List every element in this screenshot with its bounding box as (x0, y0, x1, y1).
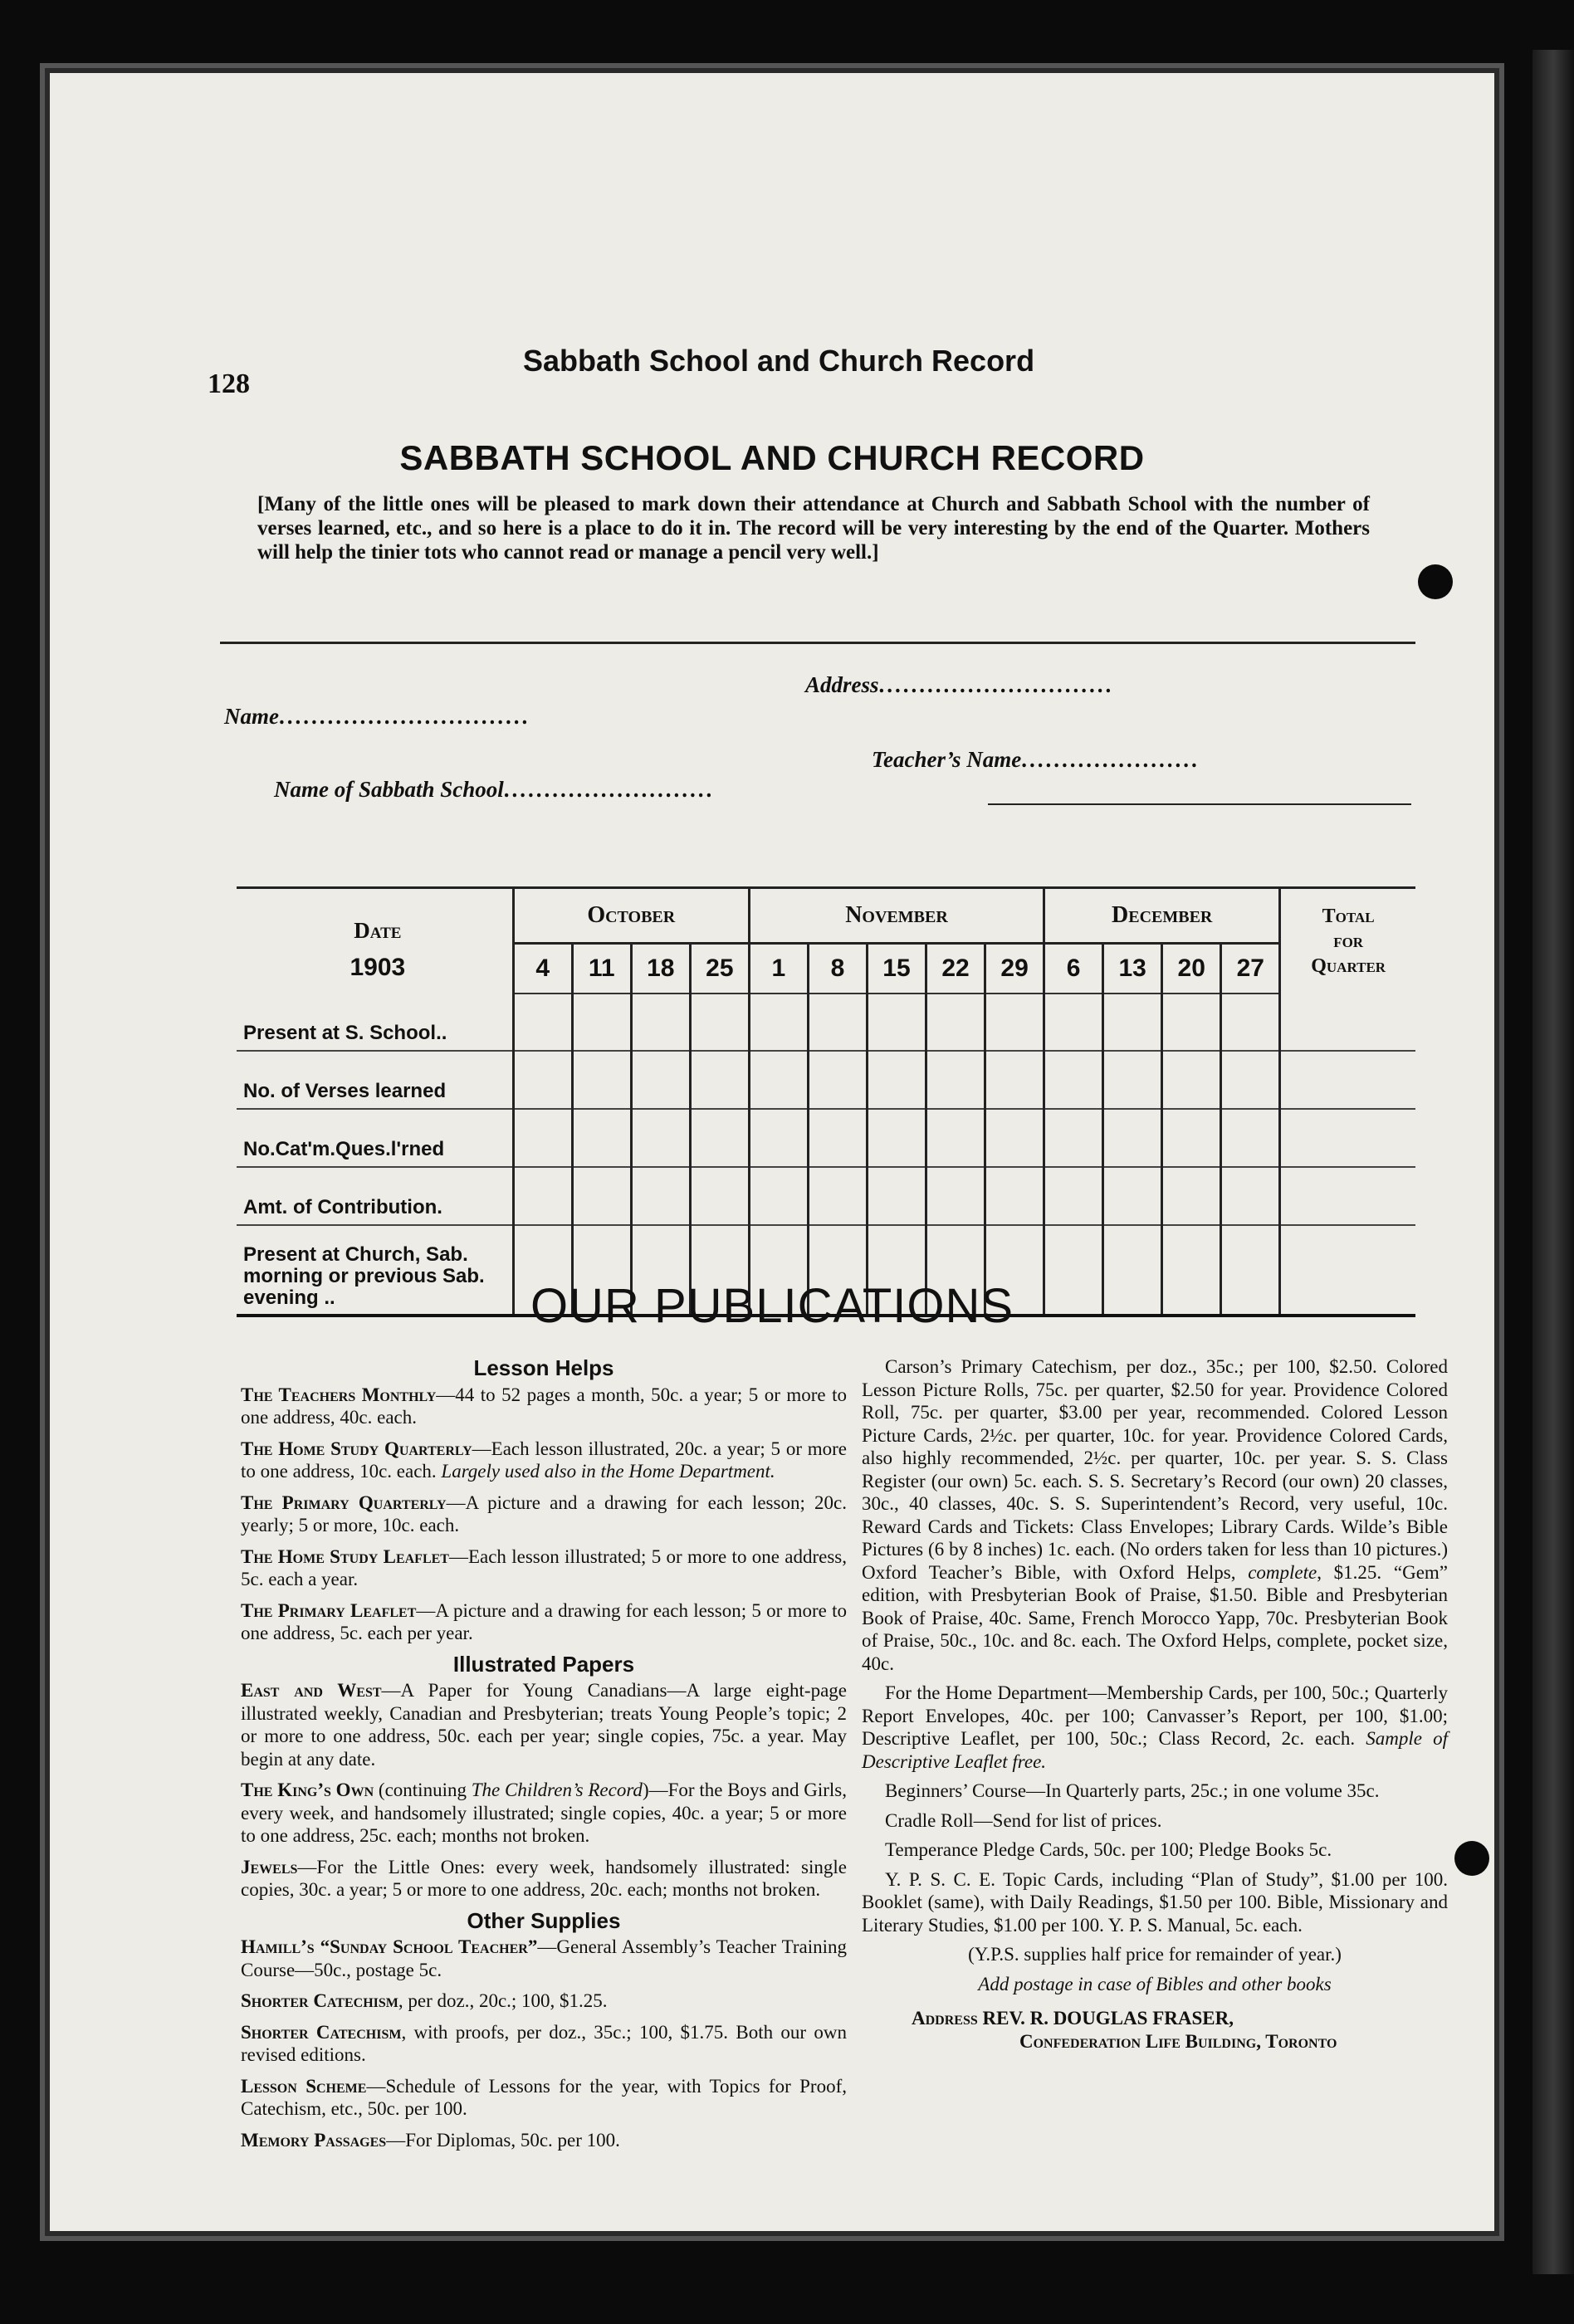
publications-title: OUR PUBLICATIONS (530, 1279, 1014, 1333)
row-label: Present at Church, Sab. morning or previous Sab. evening .. (237, 1225, 513, 1316)
publication-entry: Jewels—For the Little Ones: every week, handsomely illustrated: single copies, 30c. a year; 5 or more to one address, 20c. each; months not broken. (241, 1856, 847, 1900)
publication-entry: The Home Study Leaflet—Each lesson illustrated; 5 or more to one address, 5c. each a year. (241, 1545, 847, 1589)
table-row (237, 1109, 1415, 1167)
publication-entry: For the Home Department—Membership Cards, per 100, 50c.; Quarterly Report Envelopes, 40c. per 100; Canvasser’s Report, per 100, $1.00; Descriptive Leaflet, per 100, 50c.; Class Record, 2c. each. Sample of Descriptive Leaflet free. (862, 1682, 1448, 1772)
binding-edge (1532, 50, 1574, 2274)
publication-entry: East and West—A Paper for Young Canadians—A large eight-page illustrated weekly, Canadian and Presbyterian; treats Young People’s topic; 2 or more to one address, 50c. each per year; single copies, 75c. a year. May begin at any date. (241, 1680, 847, 1770)
publication-entry: Lesson Scheme—Schedule of Lessons for the year, with Topics for Proof, Catechism, etc., 50c. per 100. (241, 2075, 847, 2119)
binding-hole (1454, 1841, 1489, 1876)
table-row (237, 1051, 1415, 1109)
publication-entry: The Teachers Monthly—44 to 52 pages a month, 50c. a year; 5 or more to one address, 40c. each. (241, 1384, 847, 1428)
total-header: Total for Quarter (1280, 888, 1415, 994)
publication-entry: Cradle Roll—Send for list of prices. (885, 1809, 1162, 1831)
running-head: Sabbath School and Church Record (523, 344, 1035, 378)
document-page (50, 73, 1494, 2231)
day-header: 22 (926, 944, 985, 994)
day-header: 8 (808, 944, 867, 994)
publication-entry: Beginners’ Course—In Quarterly parts, 25c.; in one volume 35c. (885, 1780, 1380, 1801)
divider-rule-short (988, 803, 1411, 805)
lesson-helps-heading: Lesson Helps (473, 1355, 614, 1380)
publication-entry: Hamill’s “Sunday School Teacher”—General Assembly’s Teacher Training Course—50c., postage 5c. (241, 1936, 847, 1980)
publication-entry: Shorter Catechism, with proofs, per doz., 35c.; 100, $1.75. Both our own revised editions. (241, 2021, 847, 2065)
publication-entry: The Home Study Quarterly—Each lesson illustrated, 20c. a year; 5 or more to one address, 10c. each. Largely used also in the Home Department. (241, 1438, 847, 1482)
publication-entry: The King’s Own (continuing The Children’s Record)—For the Boys and Girls, every week, and handsomely illustrated; single copies, 40c. a year; 5 or more to one address, 25c. each; months not broken. (241, 1780, 848, 1846)
teacher-name-field[interactable]: Teacher’s Name...................... (872, 747, 1200, 772)
record-intro: [Many of the little ones will be pleased to mark down their attendance at Church and Sabbath School with the number of verses learned, etc., and so here is a place to do it in. The record will be very interesting by the end of the Quarter. Mothers will help the tinier tots who cannot read or manage a pencil very well.] (257, 493, 1370, 564)
day-header: 1 (749, 944, 808, 994)
day-header: 11 (572, 944, 631, 994)
day-header: 29 (985, 944, 1044, 994)
row-label: Present at S. School.. (237, 994, 513, 1051)
record-title: SABBATH SCHOOL AND CHURCH RECORD (399, 438, 1145, 477)
day-header: 6 (1044, 944, 1103, 994)
name-field[interactable]: Name............................... (224, 704, 530, 729)
day-header: 4 (513, 944, 572, 994)
row-label: Amt. of Contribution. (237, 1167, 513, 1225)
publication-entry: Y. P. S. C. E. Topic Cards, including “Plan of Study”, $1.00 per 100. Booklet (same), with Daily Readings, $1.50 per 100. Bible, Missionary and Literary Studies, $1.00 per 100. Y. P. S. Manual, 5c. each. (862, 1868, 1448, 1936)
month-october: October (513, 888, 749, 944)
page-number: 128 (208, 369, 250, 399)
publication-entry: Carson’s Primary Catechism, per doz., 35c.; per 100, $2.50. Colored Lesson Picture Rolls, 75c. per quarter, $2.50 for year. Providence Colored Roll, 75c. per quarter, $3.00 per year, recommended. Colored Lesson Picture Cards, 2½c. per quarter, 10c. for year. Providence Colored Cards, also highly recommended, 2½c. per quarter, 10c. per year. S. S. Class Register (our own) 5c. each. S. S. Secretary’s Record (our own) 20 classes, 30c., 40 classes, 40c. S. S. Superintendent’s Record, very useful, 10c. Reward Cards and Tickets: Class Envelopes; Library Cards. Wilde’s Bible Pictures (6 by 8 inches) 1c. each. (No orders taken for less than 10 pictures.) Oxford Teacher’s Bible, with Oxford Helps, complete, $1.25. “Gem” edition, with Presbyterian Book of Praise, $1.50. Bible and Presbyterian Book of Praise, 40c. Same, French Morocco Yapp, 70c. Presbyterian Book of Praise, 50c., 10c. and 8c. each. The Oxford Helps, complete, pocket size, 40c. (862, 1356, 1449, 1674)
publications-left-column (241, 1355, 847, 2160)
publication-entry: Shorter Catechism, per doz., 20c.; 100, $1.25. (241, 1990, 608, 2011)
page-header (208, 335, 1453, 399)
address-field[interactable]: Address............................. (805, 672, 1114, 697)
attendance-table (237, 886, 1415, 1317)
other-supplies-heading: Other Supplies (467, 1907, 621, 1933)
day-header: 18 (631, 944, 690, 994)
publication-entry: The Primary Quarterly—A picture and a drawing for each lesson; 20c. yearly; 5 or more, 10c. each. (241, 1492, 847, 1536)
publications-right-column (862, 1355, 1448, 2053)
day-header: 25 (690, 944, 749, 994)
day-header: 15 (867, 944, 926, 994)
publisher-address: Address REV. R. DOUGLAS FRASER, Confederation Life Building, Toronto (912, 2008, 1337, 2052)
binding-hole (1418, 564, 1453, 599)
illustrated-papers-heading: Illustrated Papers (452, 1651, 635, 1677)
row-label: No.Cat'm.Ques.l'rned (237, 1109, 513, 1167)
divider-rule (220, 642, 1415, 644)
publication-entry: Memory Passages—For Diplomas, 50c. per 100. (241, 2129, 620, 2151)
day-header: 20 (1162, 944, 1221, 994)
supplies-note: (Y.P.S. supplies half price for remainder of year.) (968, 1944, 1342, 1965)
date-header: Date 1903 (237, 888, 513, 994)
year-label: 1903 (350, 953, 406, 981)
postage-note: Add postage in case of Bibles and other books (978, 1973, 1332, 1994)
table-row (237, 1167, 1415, 1225)
publication-entry: Temperance Pledge Cards, 50c. per 100; Pledge Books 5c. (885, 1839, 1332, 1860)
row-label: No. of Verses learned (237, 1051, 513, 1109)
sabbath-school-field[interactable]: Name of Sabbath School.......................... (274, 777, 715, 802)
table-row (237, 994, 1415, 1051)
publication-entry: The Primary Leaflet—A picture and a drawing for each lesson; 5 or more to one address, 5c. each per year. (241, 1599, 847, 1643)
month-november: November (749, 888, 1044, 944)
month-december: December (1044, 888, 1280, 944)
day-header: 13 (1103, 944, 1162, 994)
day-header: 27 (1221, 944, 1280, 994)
